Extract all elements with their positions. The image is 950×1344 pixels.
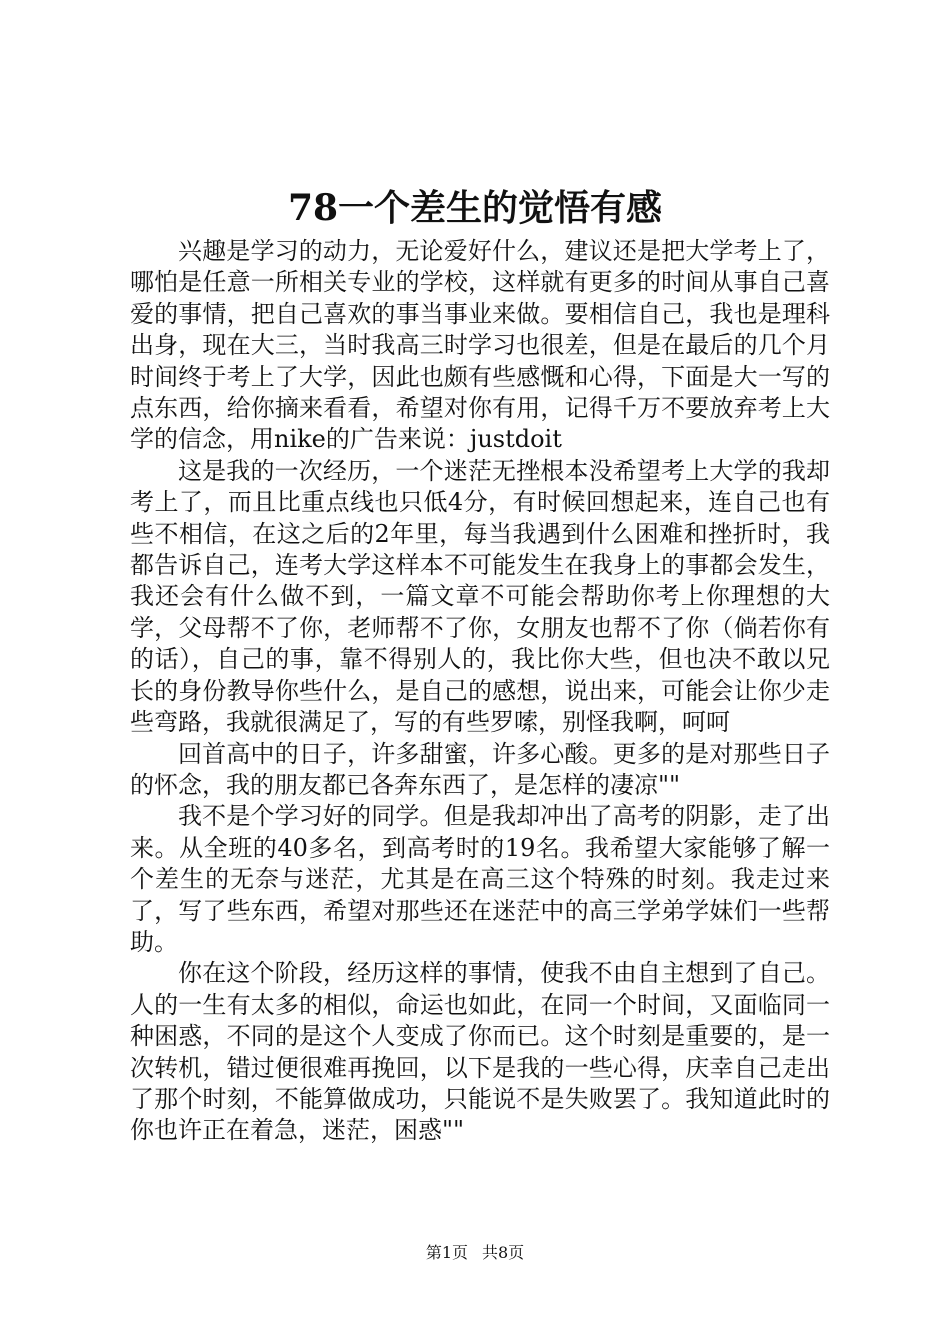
- paragraph-5: 你在这个阶段，经历这样的事情，使我不由自主想到了自己。人的一生有太多的相似，命运也如此，在同一个时间，又面临同一种困惑，不同的是这个人变成了你而已。这个时刻是重要的，是一次转机，错过便很难再挽回，以下是我的一些心得，庆幸自己走出了那个时刻，不能算做成功，只能说不是失败罢了。我知道此时的你也许正在着急，迷茫，困惑"": [130, 959, 830, 1145]
- document-title: 78一个差生的觉悟有感: [287, 187, 663, 229]
- paragraph-3: 回首高中的日子，许多甜蜜，许多心酸。更多的是对那些日子的怀念，我的朋友都已各奔东西了，是怎样的凄凉"": [130, 739, 830, 799]
- paragraph-1: 兴趣是学习的动力，无论爱好什么，建议还是把大学考上了，哪怕是任意一所相关专业的学校，这样就有更多的时间从事自己喜爱的事情，把自己喜欢的事当事业来做。要相信自己，我也是理科出身，现在大三，当时我高三时学习也很差，但是在最后的几个月时间终于考上了大学，因此也颇有些感慨和心得，下面是大一写的点东西，给你摘来看看，希望对你有用，记得千万不要放弃考上大学的信念，用nike的广告来说：justdoit: [130, 237, 830, 454]
- page-number: 第1页: [425, 1243, 468, 1262]
- paragraph-4: 我不是个学习好的同学。但是我却冲出了高考的阴影，走了出来。从全班的40多名，到高考时的19名。我希望大家能够了解一个差生的无奈与迷茫，尤其是在高三这个特殊的时刻。我走过来了，写了些东西，希望对那些还在迷茫中的高三学弟学妹们一些帮助。: [130, 802, 830, 956]
- document-body: [130, 236, 830, 1147]
- paragraph-2: 这是我的一次经历，一个迷茫无挫根本没希望考上大学的我却考上了，而且比重点线也只低4分，有时候回想起来，连自己也有些不相信，在这之后的2年里，每当我遇到什么困难和挫折时，我都告诉自己，连考大学这样本不可能发生在我身上的事都会发生，我还会有什么做不到，一篇文章不可能会帮助你考上你理想的大学，父母帮不了你，老师帮不了你，女朋友也帮不了你（倘若你有的话），自己的事，靠不得别人的，我比你大些，但也决不敢以兄长的身份教导你些什么，是自己的感想，说出来，可能会让你少走些弯路，我就很满足了，写的有些罗嗦，别怪我啊，呵呵: [130, 456, 830, 737]
- page-total: 共8页: [482, 1243, 525, 1262]
- page-footer: [0, 1242, 950, 1264]
